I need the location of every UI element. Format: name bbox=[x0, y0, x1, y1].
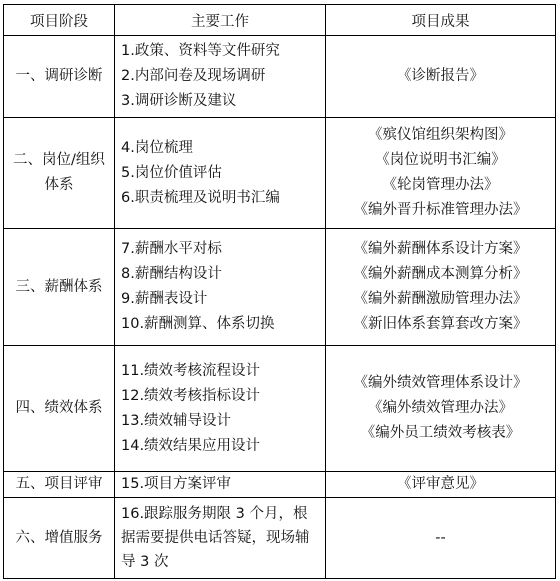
stage-cell bbox=[4, 472, 115, 498]
work-item: 14.绩效结果应用设计 bbox=[121, 437, 261, 454]
header-work: 主要工作 bbox=[115, 5, 326, 36]
result-item: 《岗位说明书汇编》 bbox=[375, 152, 506, 168]
table-row bbox=[4, 498, 556, 579]
work-cell bbox=[115, 229, 326, 346]
stage-label: 体系 bbox=[44, 177, 74, 193]
result-item: -- bbox=[435, 529, 446, 546]
stage-cell bbox=[4, 498, 115, 579]
work-item: 3.调研诊断及建议 bbox=[121, 93, 237, 109]
stage-label: 一、调研诊断 bbox=[15, 68, 103, 84]
work-cell bbox=[115, 346, 326, 472]
table-row bbox=[4, 36, 556, 118]
stage-label: 五、项目评审 bbox=[15, 476, 103, 492]
work-cell bbox=[115, 472, 326, 498]
work-item: 8.薪酬结构设计 bbox=[121, 266, 222, 282]
result-item: 《殡仪馆组织架构图》 bbox=[368, 127, 513, 143]
work-item: 11.绩效考核流程设计 bbox=[121, 362, 261, 379]
work-item: 7.薪酬水平对标 bbox=[121, 241, 222, 257]
work-cell bbox=[115, 36, 326, 118]
work-item: 1.政策、资料等文件研究 bbox=[121, 43, 280, 59]
work-item: 9.薪酬表设计 bbox=[121, 291, 208, 307]
work-item: 15.项目方案评审 bbox=[121, 476, 232, 492]
stage-label: 二、岗位/组织 bbox=[13, 152, 105, 168]
stage-cell bbox=[4, 229, 115, 346]
stage-label: 四、绩效体系 bbox=[15, 400, 103, 416]
result-item: 《编外薪酬激励管理办法》 bbox=[353, 291, 528, 307]
stage-label: 六、增值服务 bbox=[15, 529, 103, 546]
result-item: 《编外薪酬成本测算分析》 bbox=[353, 266, 528, 282]
result-item: 《编外晋升标准管理办法》 bbox=[353, 202, 528, 218]
header-results: 项目成果 bbox=[326, 5, 556, 36]
project-plan-table bbox=[3, 4, 556, 579]
table-row bbox=[4, 346, 556, 472]
results-cell bbox=[326, 472, 556, 498]
result-item: 《新旧体系套算套改方案》 bbox=[353, 316, 528, 332]
work-item: 6.职责梳理及说明书汇编 bbox=[121, 189, 280, 206]
results-cell bbox=[326, 36, 556, 118]
stage-label: 三、薪酬体系 bbox=[15, 278, 103, 295]
table-row bbox=[4, 229, 556, 346]
result-item: 《编外绩效管理体系设计》 bbox=[353, 375, 528, 391]
results-cell bbox=[326, 229, 556, 346]
stage-cell bbox=[4, 118, 115, 229]
result-item: 《编外绩效管理办法》 bbox=[368, 400, 513, 416]
work-item: 4.岗位梳理 bbox=[121, 139, 193, 156]
stage-cell bbox=[4, 36, 115, 118]
work-item: 5.岗位价值评估 bbox=[121, 164, 222, 181]
work-item: 12.绩效考核指标设计 bbox=[121, 387, 261, 404]
work-item: 2.内部问卷及现场调研 bbox=[121, 68, 266, 84]
result-item: 《轮岗管理办法》 bbox=[382, 177, 499, 193]
result-item: 《诊断报告》 bbox=[397, 68, 484, 84]
result-item: 《编外员工绩效考核表》 bbox=[360, 425, 521, 441]
table-header-row bbox=[4, 5, 556, 36]
work-item: 16.跟踪服务期限 3 个月，根据需要提供电话答疑，现场辅导 3 次 bbox=[121, 506, 310, 570]
results-cell bbox=[326, 118, 556, 229]
work-item: 13.绩效辅导设计 bbox=[121, 412, 232, 429]
header-stage: 项目阶段 bbox=[4, 5, 115, 36]
work-item: 10.薪酬测算、体系切换 bbox=[121, 316, 275, 332]
stage-cell bbox=[4, 346, 115, 472]
result-item: 《编外薪酬体系设计方案》 bbox=[353, 241, 528, 257]
work-cell bbox=[115, 118, 326, 229]
work-cell bbox=[115, 498, 326, 579]
results-cell bbox=[326, 498, 556, 579]
table-row bbox=[4, 118, 556, 229]
result-item: 《评审意见》 bbox=[397, 476, 484, 492]
results-cell bbox=[326, 346, 556, 472]
table-row bbox=[4, 472, 556, 498]
